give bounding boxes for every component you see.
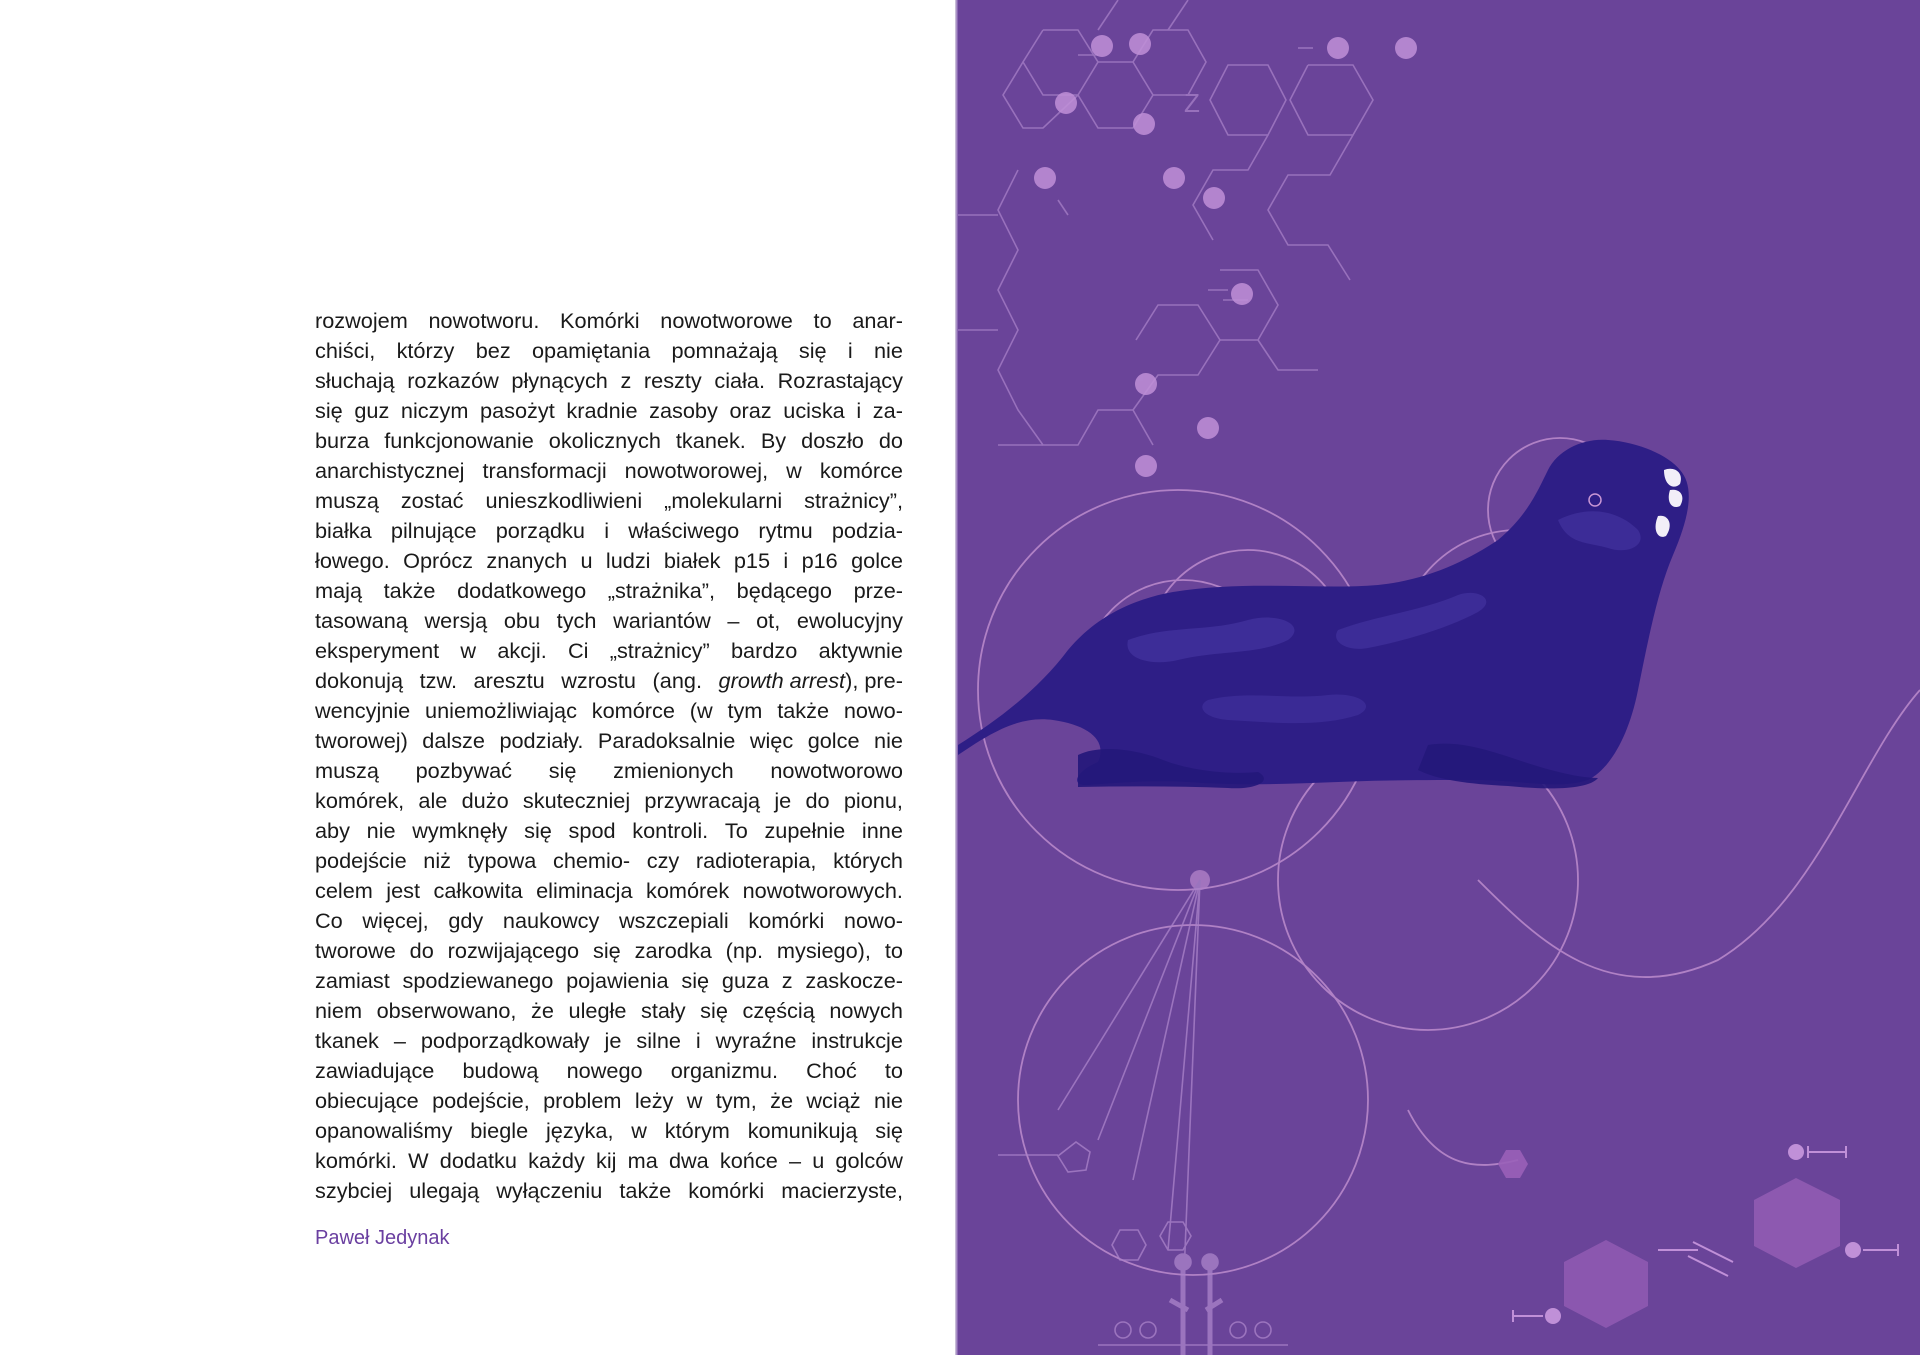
word: wciąż <box>806 1088 861 1113</box>
word: opamiętania <box>531 338 651 363</box>
word: reszty <box>643 368 702 393</box>
word: wymknęły <box>412 818 508 843</box>
word: niż <box>423 848 451 873</box>
word: „strażnicy” <box>609 638 710 663</box>
word: prze- <box>853 578 903 603</box>
word: języka, <box>545 1118 614 1143</box>
text-line <box>315 1026 903 1056</box>
molecule-dots <box>1034 33 1417 477</box>
word: i <box>604 518 610 543</box>
word: „molekularni <box>664 488 783 513</box>
word: zamiast <box>315 968 390 993</box>
text-line <box>315 486 903 516</box>
word: się <box>875 1118 903 1143</box>
word: Paradoksalnie <box>597 728 736 753</box>
word: zasoby <box>649 398 718 423</box>
text-line <box>315 726 903 756</box>
word: znanych <box>486 548 568 573</box>
word: i <box>695 1028 701 1053</box>
text-line <box>315 1056 903 1086</box>
word: kradnie <box>566 398 638 423</box>
text-line <box>315 546 903 576</box>
word: pilnujące <box>390 518 477 543</box>
word: z <box>781 968 793 993</box>
word: guz <box>354 398 390 423</box>
word: W <box>408 1148 429 1173</box>
word: się <box>315 398 343 423</box>
text-line <box>315 516 903 546</box>
word: całkowita <box>433 878 523 903</box>
word: to <box>884 1058 903 1083</box>
word: Komórki <box>560 308 640 333</box>
word: białka <box>315 518 372 543</box>
text-line <box>315 696 903 726</box>
word: Oprócz <box>403 548 474 573</box>
text-line <box>315 756 903 786</box>
word: pozbywać <box>415 758 513 783</box>
illustration-page <box>958 0 1920 1355</box>
word: anarchistycznej <box>315 458 465 483</box>
word: typowa <box>467 848 537 873</box>
seal-shape <box>958 440 1689 789</box>
word: spodziewanego <box>402 968 554 993</box>
word: komunikują <box>747 1118 858 1143</box>
word: tym <box>727 698 763 723</box>
word: rytmu <box>758 518 813 543</box>
word: ma <box>627 1148 658 1173</box>
word: stały <box>640 998 686 1023</box>
word: biegle <box>470 1118 529 1143</box>
word: kij <box>595 1148 617 1173</box>
text-line <box>315 576 903 606</box>
word: ulegają <box>409 1178 480 1203</box>
word: nowotworowe <box>660 308 793 333</box>
word: wencyjnie <box>315 698 411 723</box>
text-line <box>315 1086 903 1116</box>
word: silne <box>636 1028 681 1053</box>
word: komórek, <box>315 788 405 813</box>
word: eliminacja <box>536 878 633 903</box>
word: problem <box>543 1088 622 1113</box>
footer-author: Paweł Jedynak <box>315 1227 450 1249</box>
word: oraz <box>729 398 772 423</box>
word: transformacji <box>482 458 607 483</box>
word: – <box>393 1028 406 1053</box>
word: muszą <box>315 758 379 783</box>
text-line <box>315 936 903 966</box>
word: jest <box>386 878 421 903</box>
text-line <box>315 876 903 906</box>
word: białek <box>663 548 721 573</box>
word: komórek <box>646 878 730 903</box>
word: By <box>760 428 787 453</box>
hexagon-network-lines <box>958 0 1373 445</box>
word: słuchają <box>315 368 395 393</box>
word: się <box>548 758 577 783</box>
word: za- <box>872 398 903 423</box>
word: to <box>884 938 903 963</box>
word: okolicznych <box>548 428 661 453</box>
word: instrukcje <box>811 1028 903 1053</box>
word: macierzyste, <box>781 1178 903 1203</box>
word: anar- <box>852 308 903 333</box>
word: do <box>878 428 903 453</box>
hexagon-shapes <box>1498 1144 1898 1328</box>
word: do <box>409 938 434 963</box>
word: ewolucyjny <box>796 608 903 633</box>
word: pomnażają <box>671 338 778 363</box>
word: nie <box>874 338 903 363</box>
word: i <box>847 338 853 363</box>
word: komórki <box>748 908 825 933</box>
word: muszą <box>315 488 379 513</box>
seal-illustration <box>958 0 1920 1355</box>
word: To <box>724 818 748 843</box>
word: dokonują <box>315 668 404 693</box>
word: dwa <box>668 1148 709 1173</box>
word: w <box>631 1118 647 1143</box>
word: nowotworowej, <box>624 458 769 483</box>
word: tworowe <box>315 938 396 963</box>
word: kontroli. <box>632 818 709 843</box>
word: – <box>727 608 740 633</box>
body-text <box>315 306 903 1206</box>
word: ludzi <box>605 548 651 573</box>
word: szybciej <box>315 1178 393 1203</box>
word: tworowej) <box>315 728 408 753</box>
word: niem <box>315 998 363 1023</box>
word: więcej, <box>362 908 429 933</box>
word: dużo <box>461 788 509 813</box>
word: chiści, <box>315 338 376 363</box>
text-line <box>315 1176 903 1206</box>
text-line <box>315 666 903 696</box>
word: zaskocze- <box>805 968 903 993</box>
word: wersją <box>424 608 488 633</box>
word: tym, <box>715 1088 757 1113</box>
word: tkanek. <box>675 428 746 453</box>
word: nie <box>873 1088 903 1113</box>
word: nowotworowych. <box>742 878 903 903</box>
word: komórce <box>819 458 903 483</box>
word: rozwijającego <box>447 938 580 963</box>
word: się <box>592 938 621 963</box>
word: nowotworu. <box>428 308 540 333</box>
text-line <box>315 966 903 996</box>
word: ciała. <box>714 368 766 393</box>
word: będącego <box>736 578 832 603</box>
svg-text:Z: Z <box>1184 88 1200 118</box>
text-line <box>315 816 903 846</box>
word: podzia- <box>831 518 903 543</box>
word: przywracają <box>644 788 761 813</box>
word: się <box>524 818 552 843</box>
golden-ratio-circles <box>978 438 1920 1275</box>
word: ot, <box>756 608 781 633</box>
word: nowo- <box>843 908 903 933</box>
word: uniemożliwiając <box>425 698 577 723</box>
word: leży <box>634 1088 674 1113</box>
word: że <box>770 1088 794 1113</box>
word: i <box>856 398 862 423</box>
word: każdy <box>528 1148 585 1173</box>
word: wszczepiali <box>619 908 729 933</box>
text-line <box>315 1116 903 1146</box>
word: gdy <box>448 908 484 933</box>
word: tasowaną <box>315 608 408 633</box>
word: zostać <box>400 488 464 513</box>
word: wyłączeniu <box>496 1178 603 1203</box>
word: inne <box>861 818 903 843</box>
word: pasożyt <box>480 398 555 423</box>
left-page <box>0 0 957 1355</box>
word: (w <box>689 698 713 723</box>
word: wyraźne <box>715 1028 797 1053</box>
word: organizmu. <box>670 1058 778 1083</box>
word: u <box>812 1148 825 1173</box>
word: łowego. <box>315 548 390 573</box>
word: burza <box>315 428 370 453</box>
word: zarodka <box>634 938 712 963</box>
word: growth arrest), pre- <box>718 668 903 693</box>
word: zmienionych <box>613 758 734 783</box>
text-line <box>315 456 903 486</box>
word: radioterapia, <box>695 848 817 873</box>
word: eksperyment <box>315 638 440 663</box>
word: aktywnie <box>818 638 903 663</box>
word: bardzo <box>731 638 798 663</box>
word: tzw. <box>419 668 457 693</box>
word: „strażnika”, <box>607 578 716 603</box>
word: akcji. <box>497 638 547 663</box>
word: dodatku <box>439 1148 517 1173</box>
word: mysiego), <box>776 938 871 963</box>
word: guza <box>721 968 769 993</box>
word: częścią <box>742 998 815 1023</box>
word: obu <box>503 608 541 633</box>
word: w <box>460 638 477 663</box>
text-line <box>315 366 903 396</box>
word: podziały. <box>499 728 584 753</box>
word: więc <box>749 728 794 753</box>
word: których <box>833 848 903 873</box>
word: z <box>620 368 632 393</box>
word: porządku <box>495 518 585 543</box>
word: je <box>774 788 792 813</box>
word: naukowcy <box>502 908 600 933</box>
text-line <box>315 996 903 1026</box>
word: niczym <box>400 398 469 423</box>
word: nie <box>366 818 396 843</box>
word: zupełnie <box>764 818 846 843</box>
lower-molecule-art <box>998 870 1288 1355</box>
word: obiecujące <box>315 1088 419 1113</box>
text-line <box>315 306 903 336</box>
word: tkanek <box>315 1028 379 1053</box>
text-line <box>315 396 903 426</box>
word: golców <box>835 1148 903 1173</box>
word: komórki <box>688 1178 765 1203</box>
word: Co <box>315 908 343 933</box>
word: w <box>786 458 802 483</box>
word: golce <box>807 728 860 753</box>
word: zawiadujące <box>315 1058 435 1083</box>
word: spod <box>568 818 616 843</box>
word: pionu, <box>843 788 903 813</box>
word: to <box>813 308 832 333</box>
word: uciska <box>783 398 845 423</box>
word: pojawienia <box>566 968 669 993</box>
word: Choć <box>806 1058 857 1083</box>
word: strażnicy”, <box>804 488 903 513</box>
word: dalsze <box>422 728 485 753</box>
word: nowych <box>829 998 903 1023</box>
word: nowo- <box>843 698 903 723</box>
word: podejście, <box>432 1088 530 1113</box>
text-line <box>315 846 903 876</box>
text-line <box>315 636 903 666</box>
word: w <box>686 1088 703 1113</box>
word: chemio- <box>552 848 631 873</box>
word: ale <box>418 788 448 813</box>
word: którym <box>664 1118 730 1143</box>
word: rozwojem <box>315 308 408 333</box>
word: opanowaliśmy <box>315 1118 453 1143</box>
word: podejście <box>315 848 407 873</box>
word: tych <box>556 608 597 633</box>
word: komórce <box>591 698 675 723</box>
word: mają <box>315 578 363 603</box>
word: nie <box>874 728 903 753</box>
word: uległe <box>568 998 627 1023</box>
text-line <box>315 1146 903 1176</box>
word: p15 <box>733 548 771 573</box>
text-line <box>315 906 903 936</box>
word: p16 <box>801 548 838 573</box>
word: do <box>805 788 830 813</box>
word: czy <box>646 848 680 873</box>
word: dodatkowego <box>457 578 587 603</box>
word: którzy <box>396 338 455 363</box>
word: komórki. <box>315 1148 397 1173</box>
word: golce <box>851 548 903 573</box>
word: końce <box>719 1148 778 1173</box>
word: je <box>604 1028 622 1053</box>
word: nowego <box>566 1058 643 1083</box>
word: że <box>531 998 554 1023</box>
word: się <box>681 968 710 993</box>
word: (ang. <box>652 668 702 693</box>
word: podporządkowały <box>420 1028 590 1053</box>
word: obserwowano, <box>376 998 517 1023</box>
word: u <box>580 548 593 573</box>
word: skuteczniej <box>522 788 631 813</box>
word: celem <box>315 878 373 903</box>
word: doszło <box>801 428 864 453</box>
word: – <box>788 1148 802 1173</box>
word: unieszkodliwieni <box>485 488 643 513</box>
word: bez <box>475 338 511 363</box>
word: budową <box>462 1058 539 1083</box>
word: i <box>783 548 789 573</box>
word: wariantów <box>613 608 711 633</box>
word: Rozrastający <box>777 368 903 393</box>
word: się <box>700 998 728 1023</box>
word: nowotworowo <box>770 758 903 783</box>
word: aby <box>315 818 350 843</box>
word: rozkazów <box>407 368 499 393</box>
text-line <box>315 336 903 366</box>
word: także <box>619 1178 672 1203</box>
word: (np. <box>725 938 764 963</box>
word: także <box>383 578 436 603</box>
word: płynących <box>511 368 608 393</box>
word: także <box>777 698 830 723</box>
word: Ci <box>568 638 589 663</box>
word: wzrostu <box>561 668 636 693</box>
text-line <box>315 606 903 636</box>
word: się <box>798 338 827 363</box>
word: funkcjonowanie <box>384 428 534 453</box>
word: aresztu <box>473 668 545 693</box>
text-line <box>315 426 903 456</box>
word: właściwego <box>628 518 740 543</box>
text-line <box>315 786 903 816</box>
